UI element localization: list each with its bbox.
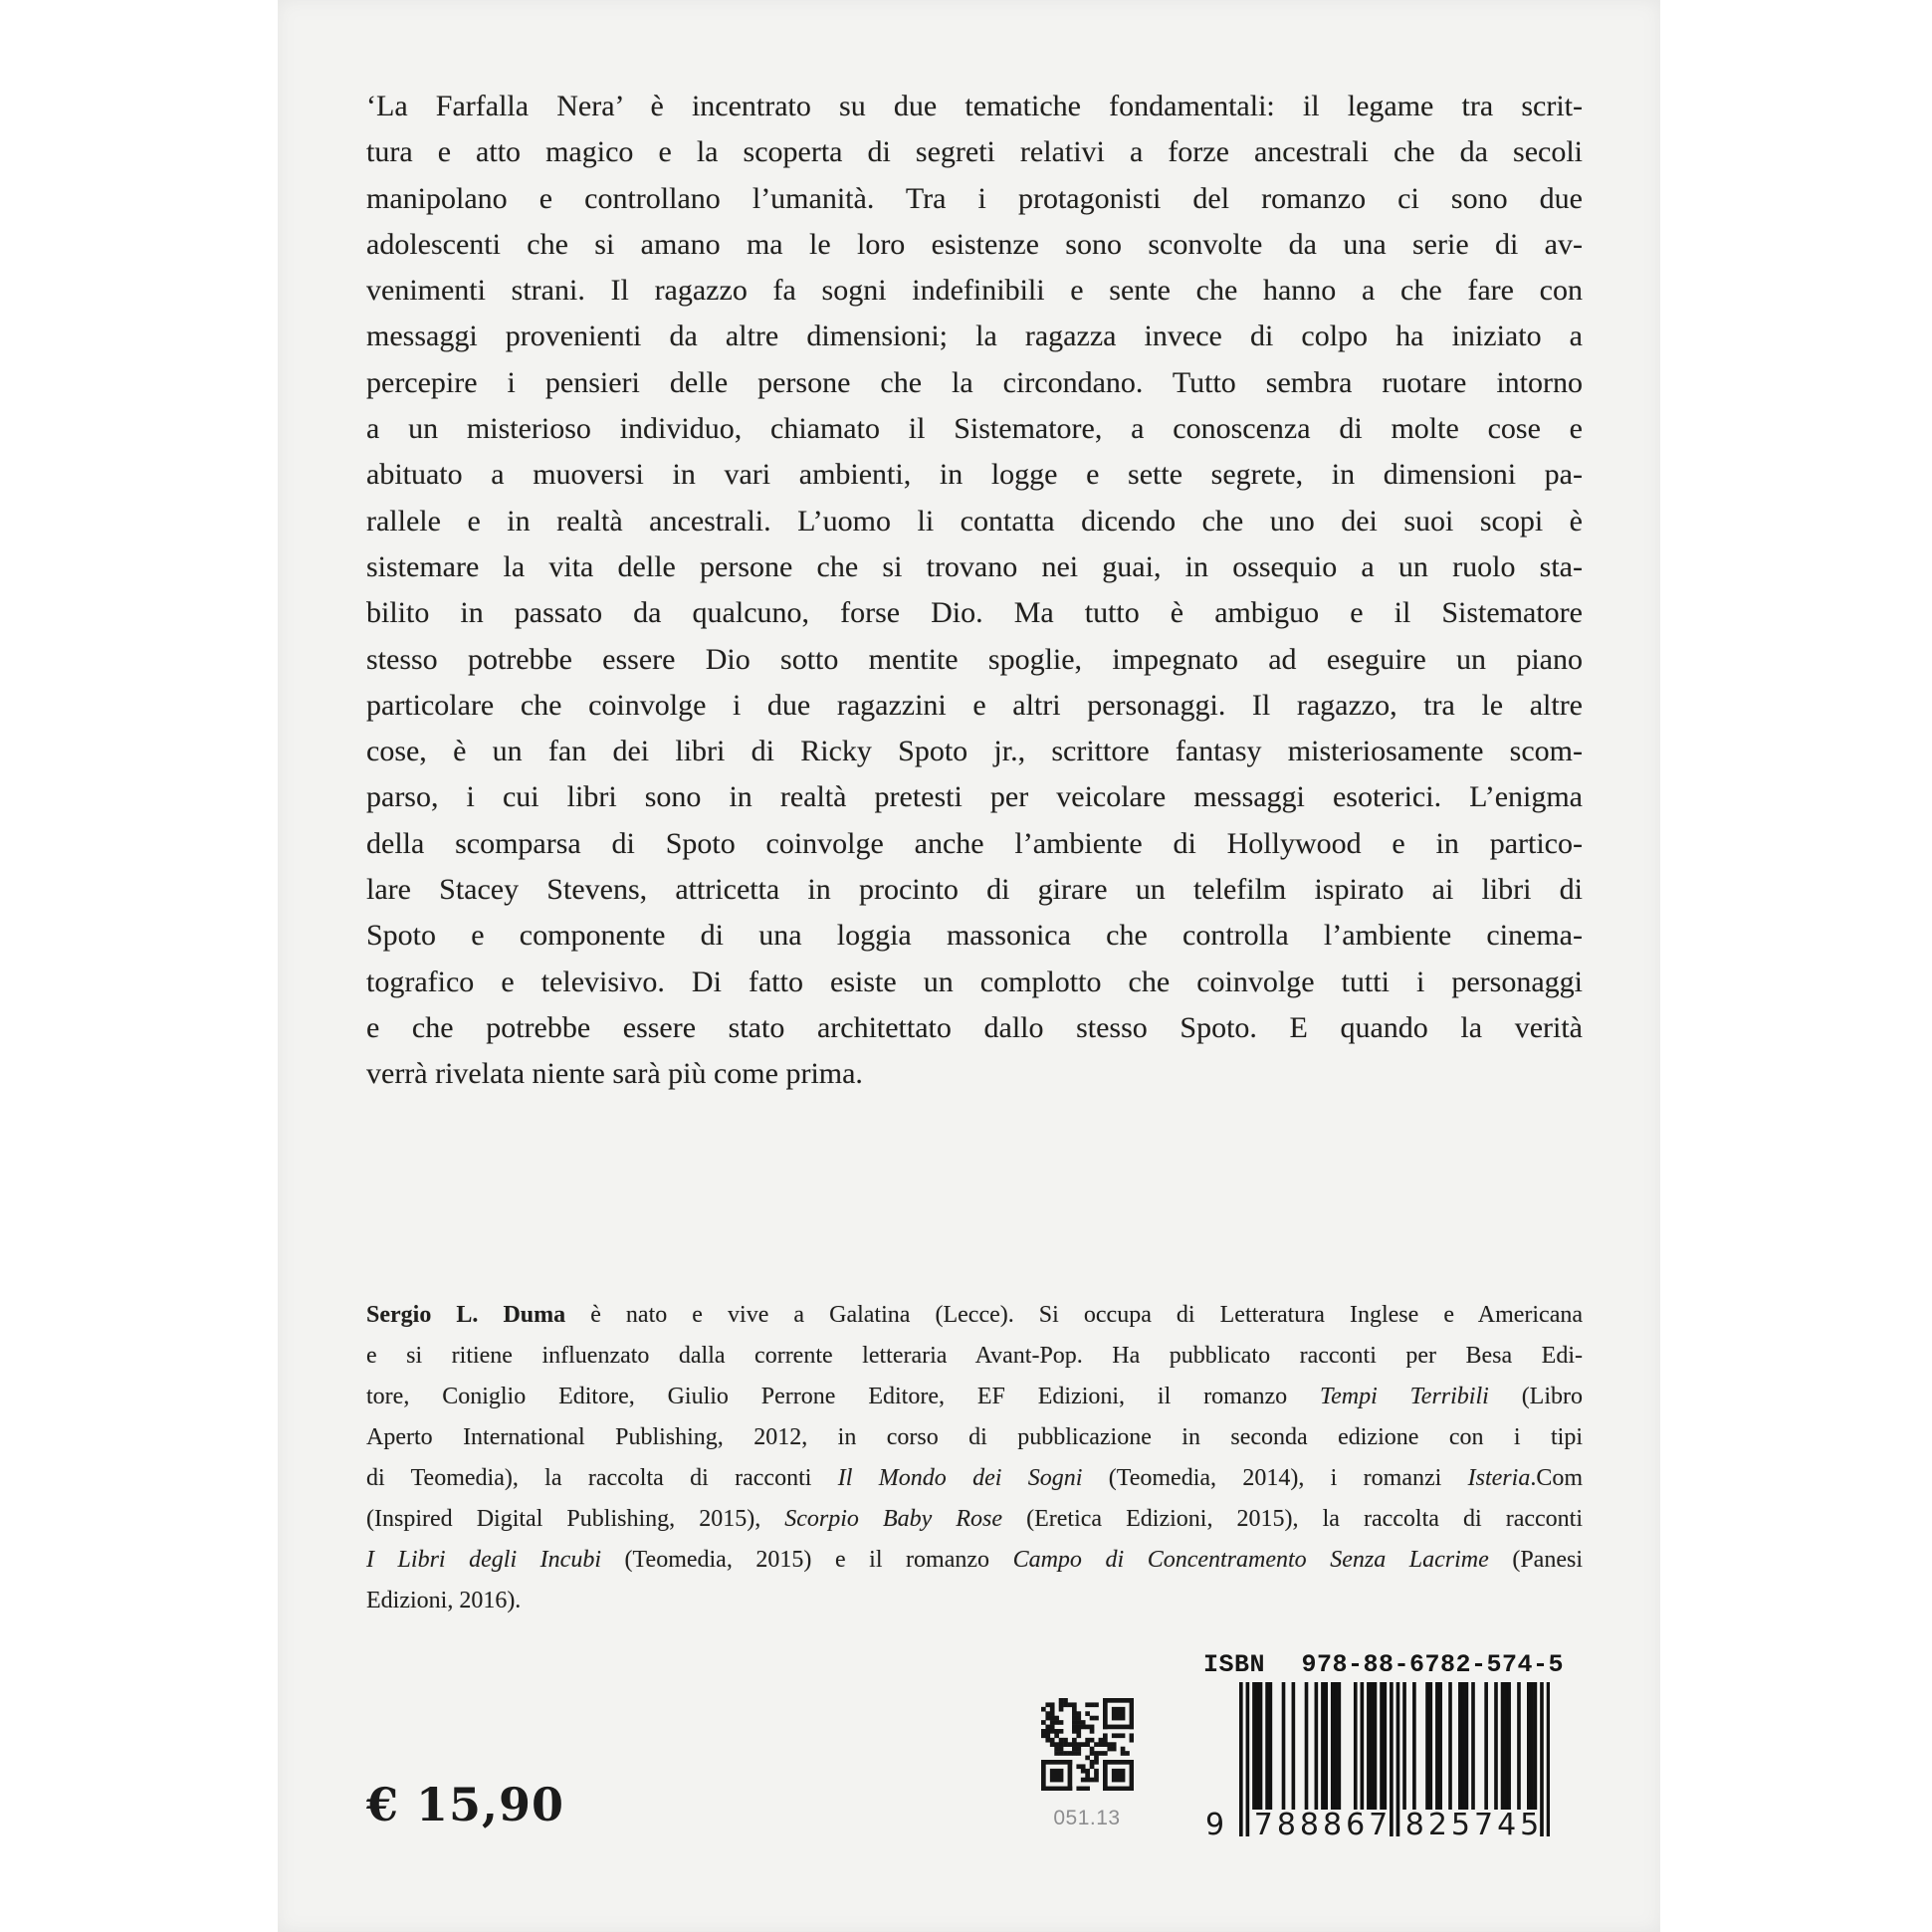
synopsis-line: parso, i cui libri sono in realtà pretesti per veicolare messaggi esoterici. L’enigma [366, 780, 1583, 814]
synopsis-line: ‘La Farfalla Nera’ è incentrato su due tematiche fondamentali: il legame tra scrit- [366, 90, 1583, 122]
barcode-digit-left: 9 [1205, 1808, 1225, 1842]
author-bio-line: Sergio L. Duma è nato e vive a Galatina (Lecce). Si occupa di Letteratura Inglese e Americana [366, 1302, 1584, 1328]
synopsis-line: Spoto e componente di una loggia massonica che controlla l’ambiente cinema- [366, 919, 1583, 953]
synopsis-line: manipolano e controllano l’umanità. Tra i protagonisti del romanzo ci sono due [366, 181, 1583, 215]
qr-code-icon [1041, 1698, 1134, 1791]
qr-caption: 051.13 [1053, 1807, 1121, 1829]
synopsis-line: cose, è un fan dei libri di Ricky Spoto jr., scrittore fantasy misteriosamente scom- [366, 735, 1583, 768]
synopsis-line: stesso potrebbe essere Dio sotto mentite spoglie, impegnato ad eseguire un piano [366, 642, 1583, 676]
barcode-digit-group-2: 825745 [1404, 1808, 1544, 1842]
synopsis-line: tografico e televisivo. Di fatto esiste un complotto che coinvolge tutti i personaggi [366, 965, 1583, 998]
synopsis-line: rallele e in realtà ancestrali. L’uomo li contatta dicendo che uno dei suoi scopi è [366, 504, 1583, 537]
author-bio-line: e si ritiene influenzato dalla corrente letteraria Avant-Pop. Ha pubblicato racconti per Besa Edi- [366, 1343, 1583, 1369]
synopsis-line: particolare che coinvolge i due ragazzini e altri personaggi. Il ragazzo, tra le altre [366, 688, 1583, 722]
qr-code-block [1039, 1698, 1135, 1830]
synopsis-line: della scomparsa di Spoto coinvolge anche l’ambiente di Hollywood e in partico- [366, 826, 1583, 860]
author-bio-line: (Inspired Digital Publishing, 2015), Scorpio Baby Rose (Eretica Edizioni, 2015), la raccolta di racconti [366, 1506, 1584, 1532]
synopsis-line: abituato a muoversi in vari ambienti, in logge e sette segrete, in dimensioni pa- [366, 458, 1583, 492]
synopsis-line: percepire i pensieri delle persone che la circondano. Tutto sembra ruotare intorno [366, 365, 1583, 399]
synopsis-line: adolescenti che si amano ma le loro esistenze sono sconvolte da una serie di av- [366, 227, 1583, 261]
author-bio-line: di Teomedia), la raccolta di racconti Il Mondo dei Sogni (Teomedia, 2014), i romanzi Isteria.Com [366, 1465, 1584, 1491]
synopsis-line: tura e atto magico e la scoperta di segreti relativi a forze ancestrali che da secoli [366, 135, 1583, 169]
back-cover-page [278, 0, 1660, 1932]
synopsis-line: bilito in passato da qualcuno, forse Dio. Ma tutto è ambiguo e il Sistematore [366, 596, 1583, 630]
synopsis-line: e che potrebbe essere stato architettato dallo stesso Spoto. E quando la verità [366, 1010, 1583, 1044]
synopsis-line: lare Stacey Stevens, attricetta in procinto di girare un telefilm ispirato ai libri di [366, 873, 1583, 907]
synopsis-line: verrà rivelata niente sarà più come prima. [366, 1057, 863, 1091]
barcode-digits [1199, 1808, 1570, 1845]
synopsis-line: messaggi provenienti da altre dimensioni; la ragazza invece di colpo ha iniziato a [366, 320, 1583, 353]
author-bio-line: Edizioni, 2016). [366, 1588, 522, 1613]
synopsis-line: venimenti strani. Il ragazzo fa sogni indefinibili e sente che hanno a che fare con [366, 274, 1583, 308]
synopsis-line: sistemare la vita delle persone che si trovano nei guai, in ossequio a un ruolo sta- [366, 549, 1583, 583]
author-bio-line: I Libri degli Incubi (Teomedia, 2015) e il romanzo Campo di Concentramento Senza Lacrime (Panesi [366, 1547, 1583, 1573]
barcode-digit-group-1: 788867 [1253, 1808, 1393, 1842]
price-label: € 15,90 [366, 1778, 565, 1831]
author-bio-text [366, 1295, 1583, 1621]
synopsis-text [366, 84, 1583, 1098]
isbn-area [1199, 1650, 1570, 1855]
isbn-label: ISBN [1203, 1650, 1266, 1679]
author-bio-line: Aperto International Publishing, 2012, in corso di pubblicazione in seconda edizione con i tipi [366, 1424, 1583, 1450]
isbn-number: 978-88-6782-574-5 [1301, 1650, 1564, 1679]
isbn-row [1203, 1650, 1564, 1679]
author-bio-line: tore, Coniglio Editore, Giulio Perrone Editore, EF Edizioni, il romanzo Tempi Terribili (Libro [366, 1384, 1584, 1409]
synopsis-line: a un misterioso individuo, chiamato il Sistematore, a conoscenza di molte cose e [366, 412, 1583, 446]
